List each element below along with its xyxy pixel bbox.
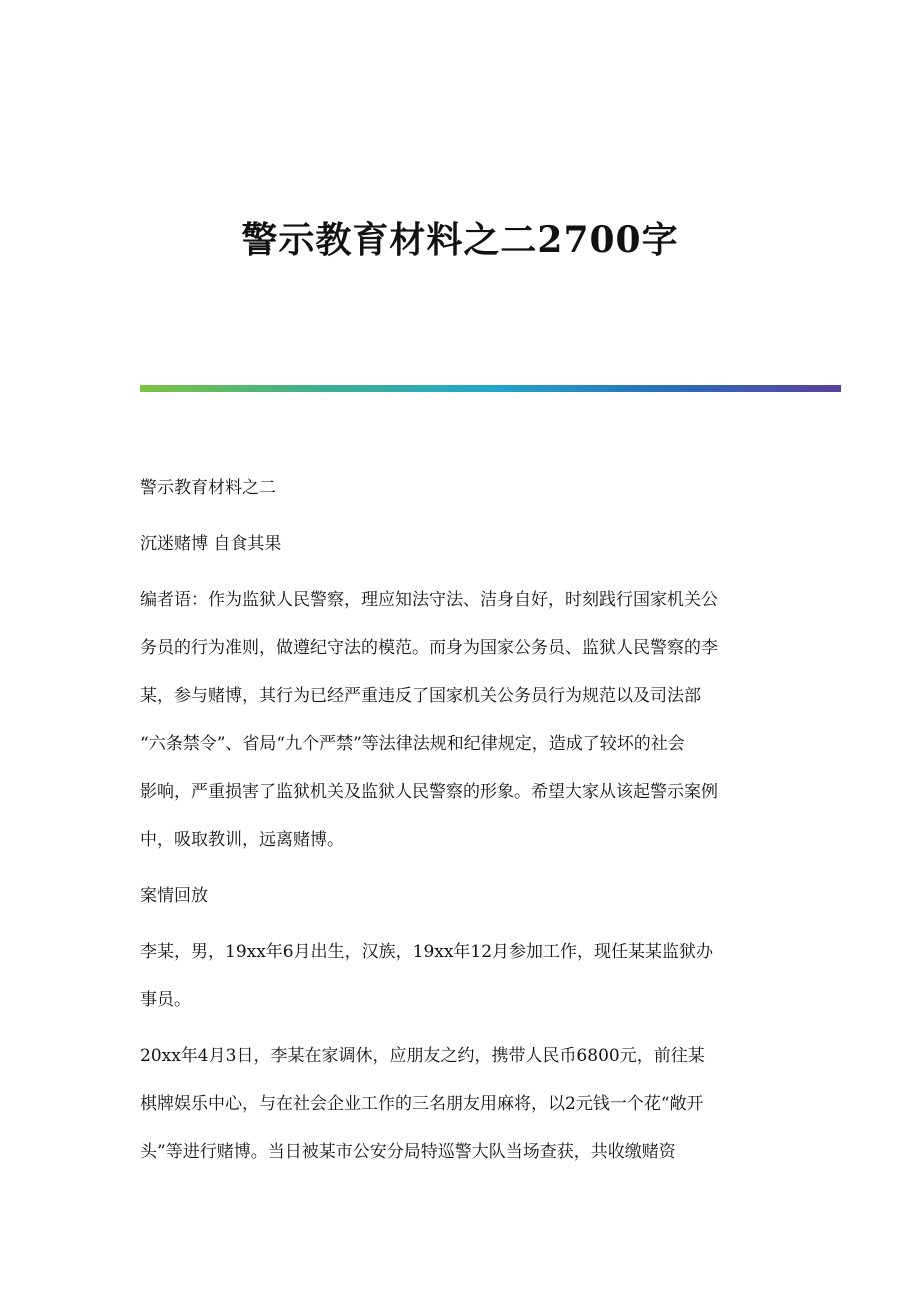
paragraph-profile: [140, 928, 772, 1024]
text-line: 沉迷赌博 自食其果: [140, 534, 282, 554]
gradient-divider: [140, 385, 841, 392]
paragraph-case-details: [140, 1032, 772, 1176]
text-line: 事员。: [140, 990, 191, 1010]
text-line: 警示教育材料之二: [140, 478, 276, 498]
text-line: 头”等进行赌博。当日被某市公安分局特巡警大队当场查获，共收缴赌资: [140, 1142, 676, 1162]
document-body: [140, 464, 772, 1176]
text-line: 20xx年4月3日，李某在家调休，应朋友之约，携带人民币6800元，前往某: [140, 1046, 705, 1066]
text-line: 中，吸取教训，远离赌博。: [140, 830, 344, 850]
paragraph-section-heading: [140, 872, 772, 920]
text-line: 李某，男，19xx年6月出生，汉族，19xx年12月参加工作，现任某某监狱办: [140, 942, 714, 962]
text-line: 务员的行为准则，做遵纪守法的模范。而身为国家公务员、监狱人民警察的李: [140, 638, 718, 658]
text-line: 棋牌娱乐中心，与在社会企业工作的三名朋友用麻将，以2元钱一个花“敞开: [140, 1094, 704, 1114]
paragraph-subtitle: [140, 520, 772, 568]
text-line: 案情回放: [140, 886, 208, 906]
text-line: 某，参与赌博，其行为已经严重违反了国家机关公务员行为规范以及司法部: [140, 686, 701, 706]
paragraph-editor-note: [140, 576, 772, 864]
paragraph-heading-1: [140, 464, 772, 512]
document-title: 警示教育材料之二2700字: [241, 219, 679, 261]
text-line: 影响，严重损害了监狱机关及监狱人民警察的形象。希望大家从该起警示案例: [140, 782, 718, 802]
text-line: 编者语：作为监狱人民警察，理应知法守法、洁身自好，时刻践行国家机关公: [140, 590, 718, 610]
text-line: “六条禁令”、省局“九个严禁”等法律法规和纪律规定，造成了较坏的社会: [140, 734, 685, 754]
